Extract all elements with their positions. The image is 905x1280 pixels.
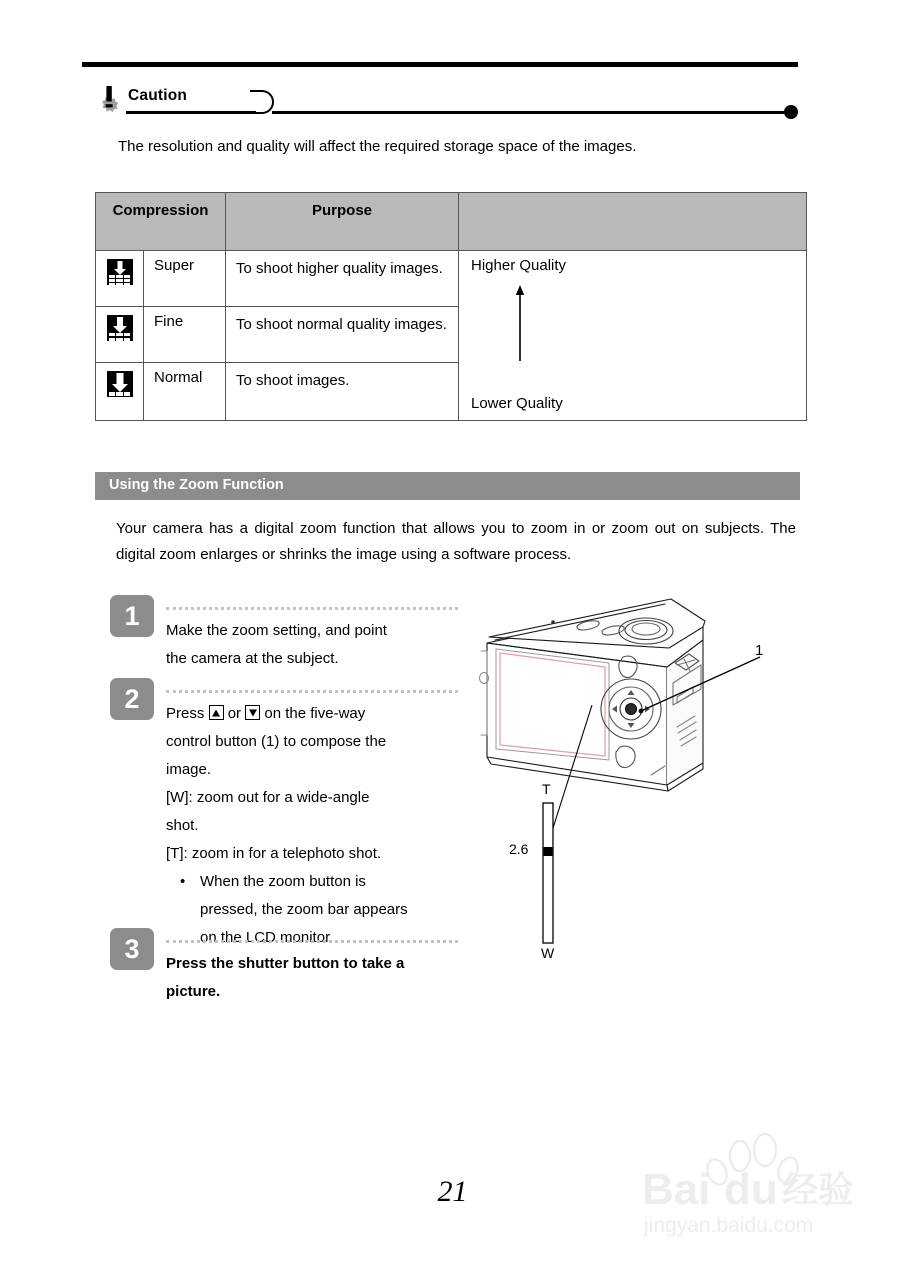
compression-name: Fine: [144, 307, 226, 363]
exclamation-starburst-icon: [96, 84, 122, 116]
column-header-purpose: Purpose: [226, 193, 459, 251]
step-number-badge: 2: [110, 678, 154, 720]
step-text-line: control button (1) to compose the: [166, 733, 387, 750]
section-header-bar: [95, 472, 800, 500]
compression-purpose: To shoot images.: [226, 363, 459, 421]
table-header-row: [96, 193, 807, 251]
caution-body-text: The resolution and quality will affect the required storage space of the images.: [118, 138, 637, 155]
quality-top-label: Higher Quality: [471, 257, 567, 274]
step-3: [110, 928, 470, 1008]
step-text-line: [T]: zoom in for a telephoto shot.: [166, 845, 382, 862]
steps-list: [110, 595, 470, 1008]
bullet-dot-icon: •: [180, 873, 186, 890]
compression-normal-icon: [96, 363, 144, 421]
watermark-url: jingyan.baidu.com: [644, 1214, 814, 1237]
watermark-brand-cn: 经验: [782, 1169, 855, 1210]
compression-name: Normal: [144, 363, 226, 421]
bullet-text-line: pressed, the zoom bar appears: [200, 901, 408, 918]
compression-fine-icon: [96, 307, 144, 363]
bullet-item: [180, 896, 470, 924]
caution-underline: [126, 111, 256, 114]
compression-purpose: To shoot higher quality images.: [226, 251, 459, 307]
step-1: [110, 595, 470, 678]
table-row: [96, 251, 807, 307]
bullet-item: [180, 868, 470, 896]
or-word: or: [227, 705, 242, 722]
step-2: [110, 678, 470, 946]
compression-super-icon: [96, 251, 144, 307]
caution-header: [82, 86, 798, 120]
bullet-text-line: on the LCD monitor.: [200, 929, 334, 946]
up-triangle-icon[interactable]: [209, 705, 224, 720]
zoom-bar-value-label: 2.6: [509, 841, 529, 857]
step-divider: [166, 690, 458, 693]
caution-end-dot: [784, 105, 798, 119]
step-text-line: image.: [166, 761, 212, 778]
bullet-text-line: When the zoom button is: [200, 873, 366, 890]
step-text: [166, 678, 470, 952]
up-arrow-icon: [511, 283, 529, 361]
baidu-watermark: [624, 1128, 874, 1238]
step-text-line: Press the shutter button to take a: [166, 955, 405, 972]
caution-tab-curve: [250, 90, 274, 114]
compression-purpose: To shoot normal quality images.: [226, 307, 459, 363]
caution-label: Caution: [128, 87, 188, 104]
press-suffix: on the five-way: [264, 705, 366, 722]
caution-rule: [272, 111, 790, 114]
page-number: 21: [437, 1175, 468, 1208]
press-prefix: Press: [166, 705, 205, 722]
quality-scale-cell: [459, 251, 807, 421]
step-text-line: [W]: zoom out for a wide-angle: [166, 789, 370, 806]
column-header-quality: [459, 193, 807, 251]
step-number-badge: 3: [110, 928, 154, 970]
down-triangle-icon[interactable]: [245, 705, 260, 720]
zoom-bar-graphic: [543, 803, 553, 943]
step-text-line: picture.: [166, 983, 221, 1000]
step-divider: [166, 607, 458, 610]
bullet-spacer: [180, 896, 190, 924]
section-intro-text: Your camera has a digital zoom function that allows you to zoom in or zoom out on subjects. The digital zoom enlarges or shrinks the image using a software process.: [116, 520, 796, 563]
step-divider: [166, 940, 458, 943]
section-title: Using the Zoom Function: [109, 477, 284, 493]
column-header-compression: Compression: [96, 193, 226, 251]
step-text-line: shot.: [166, 817, 199, 834]
zoom-bar-top-label: T: [542, 781, 551, 797]
quality-bottom-label: Lower Quality: [471, 395, 563, 412]
watermark-brand: Bai: [642, 1165, 711, 1214]
compression-table: [95, 192, 807, 421]
step-text-line: Make the zoom setting, and point: [166, 622, 387, 639]
page-top-rule: [82, 62, 798, 67]
step-press-line: [166, 700, 470, 728]
watermark-brand-du: du: [724, 1165, 778, 1214]
step-number-badge: 1: [110, 595, 154, 637]
zoom-bar-bottom-label: W: [541, 945, 555, 961]
callout-label-1: 1: [755, 642, 764, 659]
camera-back-view-diagram: [465, 585, 785, 985]
step-text-line: the camera at the subject.: [166, 650, 339, 667]
compression-name: Super: [144, 251, 226, 307]
